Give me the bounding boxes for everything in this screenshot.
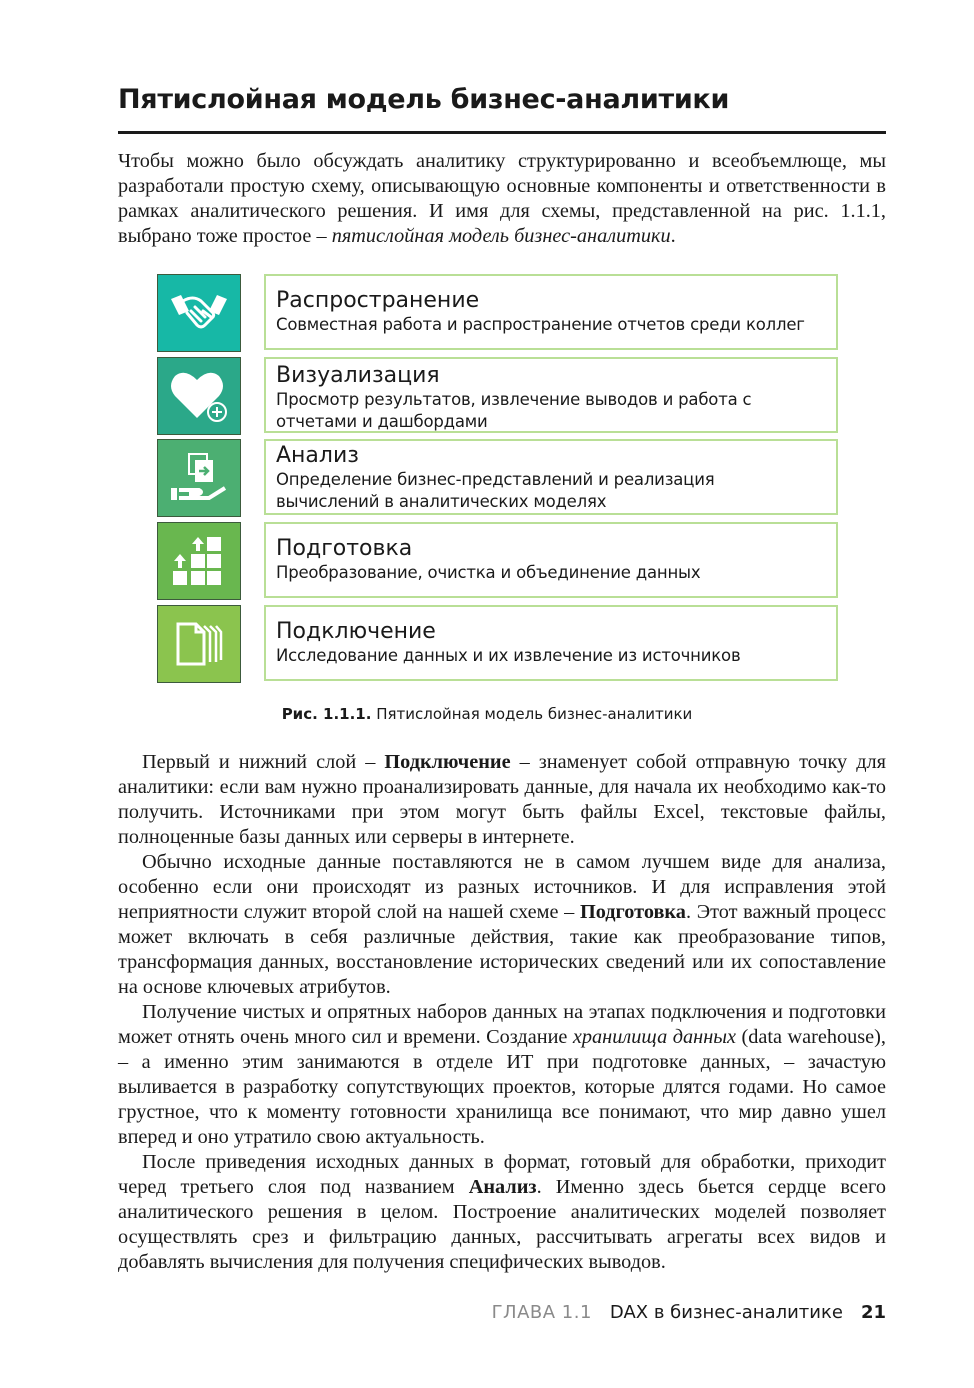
heart-plus-icon — [157, 357, 241, 435]
layer-box — [264, 357, 838, 433]
intro-italic: пятислойная модель бизнес-аналитики — [331, 225, 671, 247]
files-icon — [157, 605, 241, 683]
document-hand-icon — [157, 439, 241, 517]
layer-title: Подготовка — [276, 536, 413, 561]
paragraph — [118, 750, 886, 850]
handshake-icon — [157, 274, 241, 352]
bold-term: Анализ — [468, 1176, 537, 1198]
text: . Этот важный процесс может включать в себя различные действия, такие как преобразование типов, трансформация данных, восстановление исторических сведений или их сопоставление на основе ключевых атрибутов. — [118, 901, 886, 998]
paragraph — [118, 1150, 886, 1275]
text: Получение чистых и опрятных наборов данных на этапах подключения и подготовки может отнять очень много сил и времени. Создание — [118, 1001, 886, 1048]
book-title: DAX в бизнес-аналитике — [609, 1302, 843, 1323]
figure-caption — [0, 705, 974, 723]
layer-title: Распространение — [276, 288, 480, 313]
layer-box — [264, 439, 838, 515]
italic-term: хранилища данных — [572, 1026, 737, 1048]
text: (data warehouse), – а именно этим занимаются в отделе ИТ при подготовке данных, – зачастую выливается в разработку сопутствующих проектов, которые длятся годами. Но самое грустное, что к моменту готовности хранилища все понимают, что мир давно ушел вперед и оно утратило свою актуальность. — [118, 1026, 886, 1148]
paragraph — [118, 850, 886, 1000]
intro-text: Чтобы можно было обсуждать аналитику структурированно и всеобъемлюще, мы разработали простую схему, описывающую основные компоненты и ответственности в рамках аналитического решения. И имя для схемы, представленной на рис. 1.1.1, выбрано тоже простое – — [118, 150, 886, 247]
caption-label: Рис. 1.1.1. — [281, 705, 372, 723]
title-rule — [118, 131, 886, 134]
layer-box — [264, 522, 838, 598]
layer-title: Анализ — [276, 443, 359, 468]
layer-description: Преобразование, очистка и объединение данных — [276, 563, 701, 582]
page-number: 21 — [860, 1302, 886, 1323]
intro-paragraph — [118, 149, 886, 249]
text: . Именно здесь бьется сердце всего аналитического решения в целом. Построение аналитических моделей позволяет осуществлять срез и фильтрацию данных, рассчитывать агрегаты всех видов и добавлять вычисления для получения специфических выводов. — [118, 1176, 886, 1273]
chapter-label: ГЛАВА 1.1 — [491, 1302, 592, 1323]
blocks-arrows-icon — [157, 522, 241, 600]
layer-description: Просмотр результатов, извлечение выводов и работа с отчетами и дашбордами — [276, 390, 752, 431]
layer-description: Определение бизнес-представлений и реализация вычислений в аналитических моделях — [276, 470, 715, 511]
page-title: Пятислойная модель бизнес-аналитики — [118, 84, 730, 115]
intro-end: . — [670, 225, 676, 247]
text: – знаменует собой отправную точку для аналитики: если вам нужно проанализировать данные, для начала их необходимо как-то получить. Источниками при этом могут быть файлы Excel, текстовые файлы, полноценные базы данных или серверы в интернете. — [118, 751, 886, 848]
layer-box — [264, 605, 838, 681]
bold-term: Подключение — [384, 751, 511, 773]
caption-text: Пятислойная модель бизнес-аналитики — [371, 705, 693, 723]
layer-description: Исследование данных и их извлечение из источников — [276, 646, 741, 665]
text: Обычно исходные данные поставляются не в самом лучшем виде для анализа, особенно если они происходят из разных источников. И для исправления этой неприятности служит второй слой на нашей схеме – — [118, 851, 886, 923]
text: После приведения исходных данных в формат, готовый для обработки, приходит черед третьего слоя под названием — [118, 1151, 886, 1198]
body-text — [118, 750, 886, 1275]
paragraph — [118, 1000, 886, 1150]
layer-description: Совместная работа и распространение отчетов среди коллег — [276, 315, 805, 334]
bold-term: Подготовка — [579, 901, 686, 923]
text: Первый и нижний слой – — [142, 751, 385, 773]
layer-title: Визуализация — [276, 363, 440, 388]
page-footer — [492, 1302, 886, 1323]
layer-box — [264, 274, 838, 350]
layer-title: Подключение — [276, 619, 436, 644]
